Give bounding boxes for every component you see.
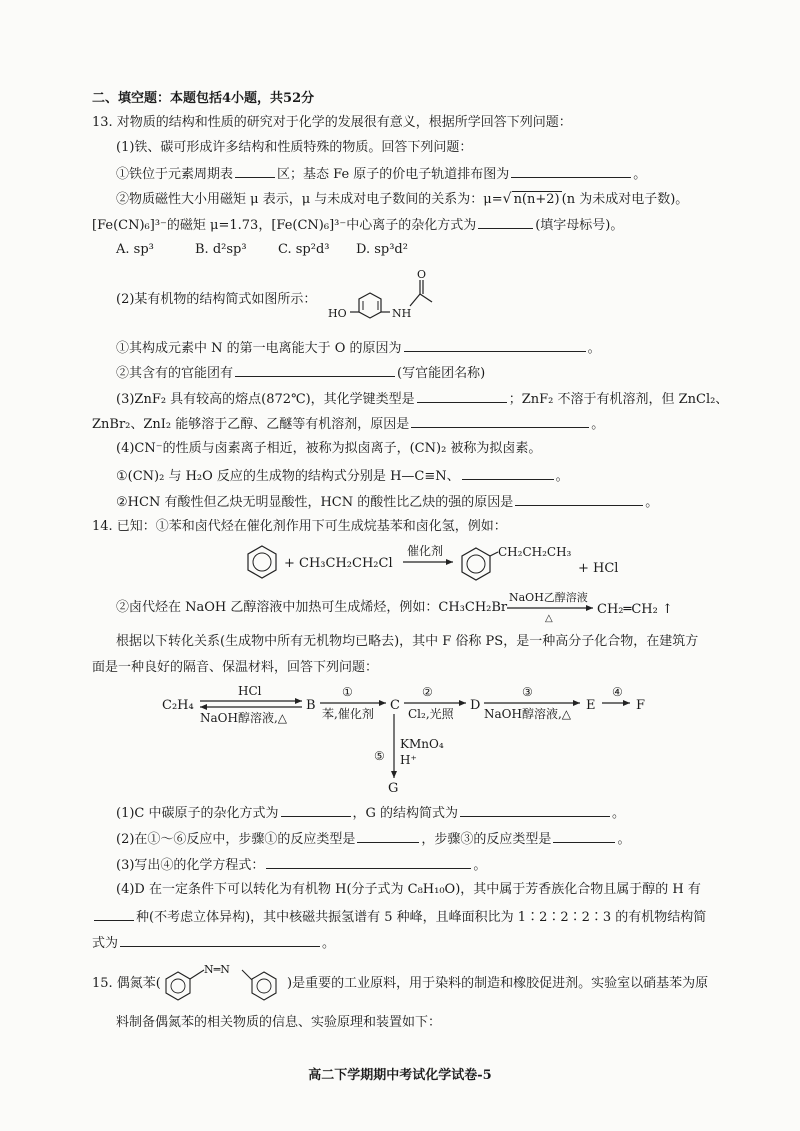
q13-part3-b xyxy=(92,413,604,435)
q14-description-1: 根据以下转化关系(生成物中所有无机物均已略去)，其中 F 俗称 PS，是一种高分子化合物，在建筑方 xyxy=(116,634,699,649)
answer-blank[interactable] xyxy=(478,214,533,229)
text: 式为 xyxy=(92,936,119,951)
text: (2)在①～⑥反应中，步骤①的反应类型是 xyxy=(116,832,356,847)
q14-known-2 xyxy=(116,598,507,618)
hplus-condition: H⁺ xyxy=(400,753,417,767)
text: [Fe(CN)₆]³⁻的磁矩 μ=1.73，[Fe(CN)₆]³⁻中心离子的杂化方式为 xyxy=(92,218,477,233)
q15-line1: )是重要的工业原料，用于染料的制造和橡胶促进剂。实验室以硝基苯为原 xyxy=(287,976,709,991)
q13-stem: 13. 对物质的结构和性质的研究对于化学的发展很有意义，根据所学回答下列问题： xyxy=(92,115,572,130)
compound-b: B xyxy=(306,698,316,713)
q13-part1-b: ②物质磁性大小用磁矩 μ 表示，μ 与未成对电子数间的关系为：μ=√ n(n+2) (n 为未成对电子数)。 xyxy=(116,191,689,207)
q13-part2-intro: (2)某有机物的结构简式如图所示： xyxy=(116,292,317,307)
q14-conversion-scheme xyxy=(160,682,660,796)
azobenzene-structure xyxy=(160,958,284,1004)
q13-part3-a xyxy=(116,388,728,410)
hcl-condition: HCl xyxy=(238,684,262,698)
text: 。 xyxy=(645,495,659,510)
q14-sub-4-line3 xyxy=(92,932,335,954)
q14-sub-2 xyxy=(116,828,630,850)
q13-part4-a xyxy=(116,465,569,487)
q13-part2-b xyxy=(116,362,485,384)
compound-d: D xyxy=(470,698,481,713)
azo-n-label: N═N xyxy=(204,963,230,976)
text: (填字母标号)。 xyxy=(535,218,624,233)
reaction-1-scheme xyxy=(240,540,620,588)
answer-blank[interactable] xyxy=(411,413,589,428)
text: 。 xyxy=(587,341,601,356)
text: ②其含有的官能团有 xyxy=(116,366,234,381)
text: 。 xyxy=(617,832,631,847)
text: ①其构成元素中 N 的第一电离能大于 O 的原因为 xyxy=(116,341,402,356)
text: ②HCN 有酸性但乙炔无明显酸性，HCN 的酸性比乙炔的强的原因是 xyxy=(116,495,514,510)
text: ②卤代烃在 NaOH 乙醇溶液中加热可生成烯烃，例如：CH₃CH₂Br xyxy=(116,600,508,615)
answer-blank[interactable] xyxy=(235,163,275,178)
compound-c: C xyxy=(390,698,400,713)
text: (3)写出④的化学方程式： xyxy=(116,858,265,873)
q13-part1-a: ①铁位于元素周期表 区；基态 Fe 原子的价电子轨道排布图为 。 xyxy=(116,163,646,185)
step-3-condition: NaOH醇溶液,△ xyxy=(484,707,572,721)
step-4-label: ④ xyxy=(612,685,623,699)
reaction-2-condition-bottom: △ xyxy=(545,613,553,624)
text: ①(CN)₂ 与 H₂O 反应的生成物的结构式分别是 H—C≡N、 xyxy=(116,469,460,484)
compound-f: F xyxy=(636,698,646,713)
answer-blank[interactable] xyxy=(281,802,351,817)
acetaminophen-structure xyxy=(318,268,448,330)
text: 。 xyxy=(591,417,605,432)
answer-blank[interactable] xyxy=(266,854,471,869)
text: 。 xyxy=(612,806,626,821)
q14-description-2: 面是一种良好的隔音、保温材料，回答下列问题： xyxy=(92,660,379,675)
q15-number: 15. 偶氮苯( xyxy=(92,976,161,991)
sqrt-expression: n(n+2) xyxy=(513,192,560,207)
q14-sub-4-line2 xyxy=(92,906,706,928)
answer-blank[interactable] xyxy=(553,828,615,843)
text: 。 xyxy=(473,858,487,873)
nh-label: NH xyxy=(392,307,412,320)
text: (3)ZnF₂ 具有较高的熔点(872℃)，其化学键类型是 xyxy=(116,392,415,407)
answer-blank[interactable] xyxy=(235,362,395,377)
reaction-1-hcl: + HCl xyxy=(578,561,619,576)
q13-part4-intro: (4)CN⁻的性质与卤素离子相近，被称为拟卤离子，(CN)₂ 被称为拟卤素。 xyxy=(116,441,542,456)
q13-part4-b xyxy=(116,491,658,513)
answer-blank[interactable] xyxy=(94,906,134,921)
text: (n 为未成对电子数)。 xyxy=(561,192,689,207)
step-5-label: ⑤ xyxy=(374,749,385,763)
step-3-label: ③ xyxy=(522,685,533,699)
q13-option-a[interactable]: A. sp³ xyxy=(116,242,154,257)
text: ，步骤③的反应类型是 xyxy=(421,832,552,847)
q14-sub-3 xyxy=(116,854,486,876)
q14-sub-4-line1: (4)D 在一定条件下可以转化为有机物 H(分子式为 C₈H₁₀O)，其中属于芳香族化合物且属于醇的 H 有 xyxy=(116,882,701,897)
q14-stem: 14. 已知：①苯和卤代烃在催化剂作用下可生成烷基苯和卤化氢，例如： xyxy=(92,519,507,534)
q13-part1-intro: (1)铁、碳可形成许多结构和性质特殊的物质。回答下列问题： xyxy=(116,140,473,155)
page-footer: 高二下学期期中考试化学试卷-5 xyxy=(308,1068,492,1083)
answer-blank[interactable] xyxy=(460,802,610,817)
reaction-1-catalyst: 催化剂 xyxy=(407,544,444,558)
text: ；ZnF₂ 不溶于有机溶剂，但 ZnCl₂、 xyxy=(508,392,729,407)
text: ZnBr₂、ZnI₂ 能够溶于乙醇、乙醚等有机溶剂，原因是 xyxy=(92,417,410,432)
kmno4-condition: KMnO₄ xyxy=(400,737,444,751)
q14-sub-1 xyxy=(116,802,625,824)
o-label: O xyxy=(417,268,427,281)
step-1-condition: 苯,催化剂 xyxy=(322,707,374,721)
answer-blank[interactable] xyxy=(462,465,554,480)
text: (写官能团名称) xyxy=(397,366,486,381)
q13-option-d[interactable]: D. sp³d² xyxy=(356,242,408,257)
compound-e: E xyxy=(586,698,596,713)
reaction-2-arrow xyxy=(505,588,695,624)
q13-part2-a xyxy=(116,337,601,359)
c2h4-label: C₂H₄ xyxy=(162,698,194,713)
answer-blank[interactable] xyxy=(357,828,419,843)
reaction-2-condition-top: NaOH乙醇溶液 xyxy=(509,591,588,604)
step-1-label: ① xyxy=(342,685,353,699)
q15-line2: 料制备偶氮苯的相关物质的信息、实验原理和装置如下： xyxy=(116,1015,442,1030)
q13-option-c[interactable]: C. sp²d³ xyxy=(278,242,330,257)
step-2-label: ② xyxy=(422,685,433,699)
text: 区；基态 Fe 原子的价电子轨道排布图为 xyxy=(277,167,510,182)
reaction-1-reagent: + CH₃CH₂CH₂Cl xyxy=(284,556,393,571)
answer-blank[interactable] xyxy=(120,932,320,947)
text: 种(不考虑立体异构)，其中核磁共振氢谱有 5 种峰，且峰面积比为 1∶2∶2∶2∶3 的有机物结构简 xyxy=(136,910,707,925)
text: ①铁位于元素周期表 xyxy=(116,167,234,182)
step-2-condition: Cl₂,光照 xyxy=(408,707,454,721)
answer-blank[interactable] xyxy=(404,337,586,352)
answer-blank[interactable] xyxy=(511,163,631,178)
text: 。 xyxy=(555,469,569,484)
q13-option-b[interactable]: B. d²sp³ xyxy=(195,242,247,257)
ho-label: HO xyxy=(328,307,347,320)
answer-blank[interactable] xyxy=(515,491,643,506)
naoh-condition-1: NaOH醇溶液,△ xyxy=(200,711,288,725)
section-title: 二、填空题：本题包括4小题，共52分 xyxy=(92,91,315,106)
q13-part1-c xyxy=(92,214,623,236)
compound-g: G xyxy=(388,781,399,796)
text: ，G 的结构简式为 xyxy=(352,806,459,821)
text: (1)C 中碳原子的杂化方式为 xyxy=(116,806,279,821)
reaction-1-product: CH₂CH₂CH₃ xyxy=(498,545,572,559)
text: 。 xyxy=(322,936,336,951)
text: ②物质磁性大小用磁矩 μ 表示，μ 与未成对电子数间的关系为：μ= xyxy=(116,192,503,207)
reaction-2-product: CH₂═CH₂ ↑ xyxy=(597,602,673,617)
answer-blank[interactable] xyxy=(417,388,507,403)
